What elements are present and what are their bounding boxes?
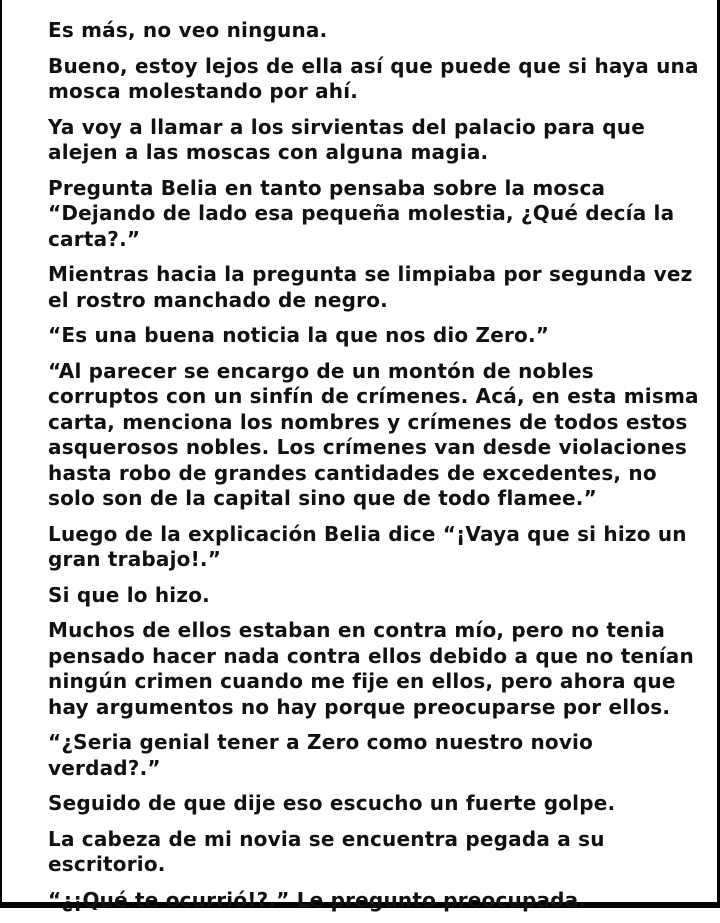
paragraph: Bueno, estoy lejos de ella así que puede que si haya una mosca molestando por ahí.: [48, 53, 699, 103]
paragraph: “Al parecer se encargo de un montón de nobles corruptos con un sinfín de crímenes. Acá, en esta misma carta, menciona los nombres y crímenes de todos estos asquerosos nobles. Los crímenes van desde violaciones hasta robo de grandes cantidades de excedentes, no solo son de la capital sino que de todo flamee.”: [48, 358, 699, 510]
paragraph: “¿Seria genial tener a Zero como nuestro novio verdad?.”: [48, 730, 594, 780]
paragraph: Mientras hacia la pregunta se limpiaba por segunda vez el rostro manchado de negro.: [48, 262, 693, 312]
paragraph: “¿¡Qué te ocurrió!?.” Le pregunto preocupada.: [48, 887, 587, 912]
text-body: [48, 18, 708, 923]
paragraph: Si que lo hizo.: [48, 582, 210, 607]
paragraph: Ya voy a llamar a los sirvientas del palacio para que alejen a las moscas con alguna magia.: [48, 114, 646, 164]
paragraph: “Es una buena noticia la que nos dio Zero.”: [48, 323, 550, 347]
paragraph: Muchos de ellos estaban en contra mío, pero no tenia pensado hacer nada contra ellos debido a que no tenían ningún crimen cuando me fije en ellos, pero ahora que hay argumentos no hay porque preocuparse por ellos.: [48, 618, 694, 719]
paragraph: La cabeza de mi novia se encuentra pegada a su escritorio.: [48, 826, 605, 876]
paragraph: Luego de la explicación Belia dice “¡Vaya que si hizo un gran trabajo!.”: [48, 521, 687, 571]
paragraph: Es más, no veo ninguna.: [48, 18, 328, 42]
paragraph: Seguido de que dije eso escucho un fuerte golpe.: [48, 791, 616, 815]
paragraph: Pregunta Belia en tanto pensaba sobre la mosca “Dejando de lado esa pequeña molestia, ¿Qué decía la carta?.”: [48, 175, 675, 251]
